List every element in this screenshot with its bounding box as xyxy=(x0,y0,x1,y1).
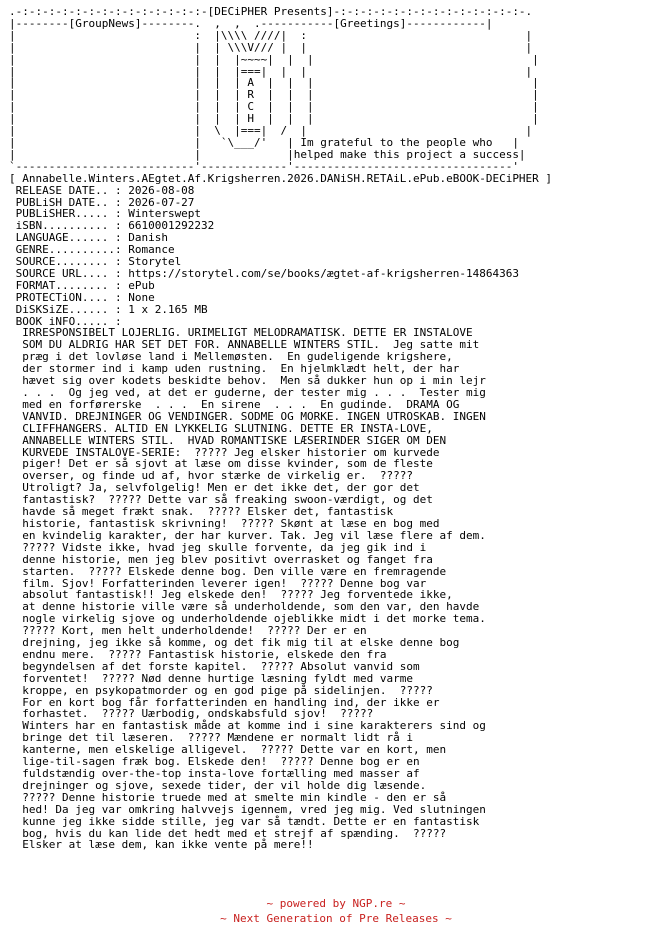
nfo-line: historie, fantastisk skrivning! ????? Skønt at læse en bog med xyxy=(9,516,440,530)
nfo-line: præg i det lovløse land i Mellemøsten. En gudeligende krigshere, xyxy=(9,350,453,364)
nfo-line: iSBN.......... : 6610001292232 xyxy=(9,219,215,233)
nfo-line: | | | | H | | | | xyxy=(9,112,539,126)
nfo-line: | : |\\\\ ////| : | xyxy=(9,28,533,42)
nfo-line: nogle virkelig sjove og underholdende ojeblikke midt i det morke tema. xyxy=(9,612,486,626)
footer-credits xyxy=(0,896,672,926)
nfo-line: forhastet. ????? Uærbodig, ondskabsfuld sjov! ????? xyxy=(9,707,374,721)
nfo-line: | | \ |===| / | | xyxy=(9,124,533,138)
nfo-line: ????? Vidste ikke, hvad jeg skulle forvente, da jeg gik ind i xyxy=(9,540,427,554)
nfo-line: SOURCE........ : Storytel xyxy=(9,255,182,269)
nfo-line: absolut fantastisk!! Jeg elskede den! ????? Jeg forventede ikke, xyxy=(9,588,453,602)
nfo-line: en kvindelig karakter, der har kurver. Tak. Jeg vil læse flere af dem. xyxy=(9,528,486,542)
nfo-line: SOM DU ALDRIG HAR SET DET FOR. ANNABELLE WINTERS STIL. Jeg satte mit xyxy=(9,338,480,352)
nfo-line: kanterne, men elskelige alligevel. ????? Dette var en kort, men xyxy=(9,743,447,757)
nfo-line: Elsker at læse dem, kan ikke vente på mere!! xyxy=(9,838,314,852)
nfo-line: drejninger og sjove, sexede tider, der vil holde dig læsende. xyxy=(9,778,427,792)
nfo-line: FORMAT........ : ePub xyxy=(9,278,155,292)
nfo-line: hævet sig over kodets beskidte behov. Men så dukker hun op i min lejr xyxy=(9,374,486,388)
nfo-line: PUBLiSHER..... : Winterswept xyxy=(9,207,202,221)
nfo-line: BOOK iNFO..... : xyxy=(9,314,122,328)
nfo-line: begyndelsen af det forste kapitel. ????? Absolut vanvid som xyxy=(9,659,420,673)
nfo-line: Utroligt? Ja, selvfolgelig! Men er det ikke det, der gor det xyxy=(9,481,420,495)
nfo-line: PUBLiSH DATE.. : 2026-07-27 xyxy=(9,195,195,209)
nfo-line: [ Annabelle.Winters.AEgtet.Af.Krigsherren.2026.DANiSH.RETAiL.ePub.eBOOK-DECiPHER ] xyxy=(9,171,553,185)
nfo-line: ANNABELLE WINTERS STIL. HVAD ROMANTISKE LÆSERINDER SIGER OM DEN xyxy=(9,433,447,447)
nfo-line: | | |helped make this project a success| xyxy=(9,147,526,161)
nfo-line: fuldstændig over-the-top insta-love fortælling med masser af xyxy=(9,767,420,780)
nfo-line: CLIFFHANGERS. ALTID EN LYKKELIG SLUTNING. DETTE ER INSTA-LOVE, xyxy=(9,421,433,435)
nfo-line: der stormer ind i kamp uden rustning. En hjelmklædt helt, der har xyxy=(9,362,460,376)
nfo-line: endnu mere. ????? Fantastisk historie, elskede den fra xyxy=(9,647,387,661)
nfo-line: film. Sjov! Forfatterinden leverer igen! ????? Denne bog var xyxy=(9,576,427,590)
nfo-line: VANVID. DREJNINGER OG VENDINGER. SODME OG MORKE. INGEN UTROSKAB. INGEN xyxy=(9,409,486,423)
nfo-line: forventet! ????? Nød denne hurtige læsning fyldt med varme xyxy=(9,671,413,685)
nfo-line: | | | \\\V/// | | | xyxy=(9,40,533,54)
nfo-line: ????? Denne historie truede med at smelte min kindle - den er så xyxy=(9,790,447,804)
nfo-line: RELEASE DATE.. : 2026-08-08 xyxy=(9,183,195,197)
nfo-line: hed! Da jeg var omkring halvvejs igennem, vred jeg mig. Ved slutningen xyxy=(9,802,486,816)
nfo-line: kroppe, en psykopatmorder og en god pige på sidelinjen. ????? xyxy=(9,683,433,697)
nfo-line: | | | | A | | | | xyxy=(9,76,539,90)
nfo-line: | | | | C | | | | xyxy=(9,100,539,114)
nfo-line: havde så meget frækt snak. ????? Elsker det, fantastisk xyxy=(9,505,394,519)
nfo-line: piger! Det er så sjovt at læse om disse kvinder, som de fleste xyxy=(9,457,433,471)
tagline-text: ~ Next Generation of Pre Releases ~ xyxy=(220,912,452,925)
nfo-line: GENRE..........: Romance xyxy=(9,243,175,257)
nfo-line: | | | |===| | | | xyxy=(9,64,533,78)
nfo-line: bog, hvis du kan lide det hedt med et strejf af spænding. ????? xyxy=(9,826,447,840)
nfo-line: For en kort bog får forfatterinden en handling ind, der ikke er xyxy=(9,695,440,709)
nfo-line: LANGUAGE...... : Danish xyxy=(9,231,168,245)
nfo-line: bringe det til læseren. ????? Mændene er normalt lidt rå i xyxy=(9,731,413,745)
nfo-line: med en forførerske . . . En sirene . . . En gudinde. DRAMA OG xyxy=(9,397,460,411)
nfo-line: | | | |~~~~| | | | xyxy=(9,52,539,66)
nfo-line: . . . Og jeg ved, at det er guderne, der tester mig . . . Tester mig xyxy=(9,386,486,399)
nfo-line: |--------[GroupNews]--------. , , .-----------[Greetings]------------| xyxy=(9,16,493,30)
nfo-line: | | | | R | | | | xyxy=(9,88,539,102)
nfo-text xyxy=(9,6,552,851)
nfo-line: PROTECTiON.... : None xyxy=(9,290,155,304)
nfo-line: fantastisk? ????? Dette var så freaking swoon-værdigt, og det xyxy=(9,493,433,507)
nfo-line: drejning, jeg ikke så komme, og det fik mig til at elske denne bog xyxy=(9,636,460,650)
nfo-line: KURVEDE INSTALOVE-SERIE: ????? Jeg elsker historier om kurvede xyxy=(9,445,440,459)
nfo-line: ????? Kort, men helt underholdende! ????? Der er en xyxy=(9,624,367,638)
nfo-line: kunne jeg ikke sidde stille, jeg var så tændt. Dette er en fantastisk xyxy=(9,814,480,828)
nfo-line: DiSKSiZE...... : 1 x 2.165 MB xyxy=(9,302,208,316)
nfo-line: Winters har en fantastisk måde at komme ind i sine karakterers sind og xyxy=(9,719,486,733)
nfo-line: overser, og finde ud af, hvor stærke de virkelig er. ????? xyxy=(9,469,413,483)
nfo-line: `---------------------------'-------------'---------------------------------' xyxy=(9,159,519,173)
nfo-line: starten. ????? Elskede denne bog. Den ville være en fremragende xyxy=(9,564,447,578)
nfo-line: IRRESPONSIBELT LOJERLIG. URIMELIGT MELODRAMATISK. DETTE ER INSTALOVE xyxy=(9,326,473,340)
nfo-line: at denne historie ville være så underholdende, som den var, den havde xyxy=(9,600,480,614)
powered-by-link[interactable]: ~ powered by NGP.re ~ xyxy=(266,897,406,910)
nfo-line: .-:-:-:-:-:-:-:-:-:-:-:-:-:-:-[DECiPHER Presents]-:-:-:-:-:-:-:-:-:-:-:-:-:-:-. xyxy=(9,5,533,18)
nfo-line: lige-til-sagen fræk bog. Elskede den! ????? Denne bog er en xyxy=(9,755,420,769)
nfo-line: | | `\___/' | Im grateful to the people who | xyxy=(9,135,519,149)
nfo-line: denne historie, men jeg blev positivt overrasket og fanget fra xyxy=(9,552,433,566)
nfo-line: SOURCE URL.... : https://storytel.com/se/books/ægtet-af-krigsherren-14864363 xyxy=(9,266,519,280)
